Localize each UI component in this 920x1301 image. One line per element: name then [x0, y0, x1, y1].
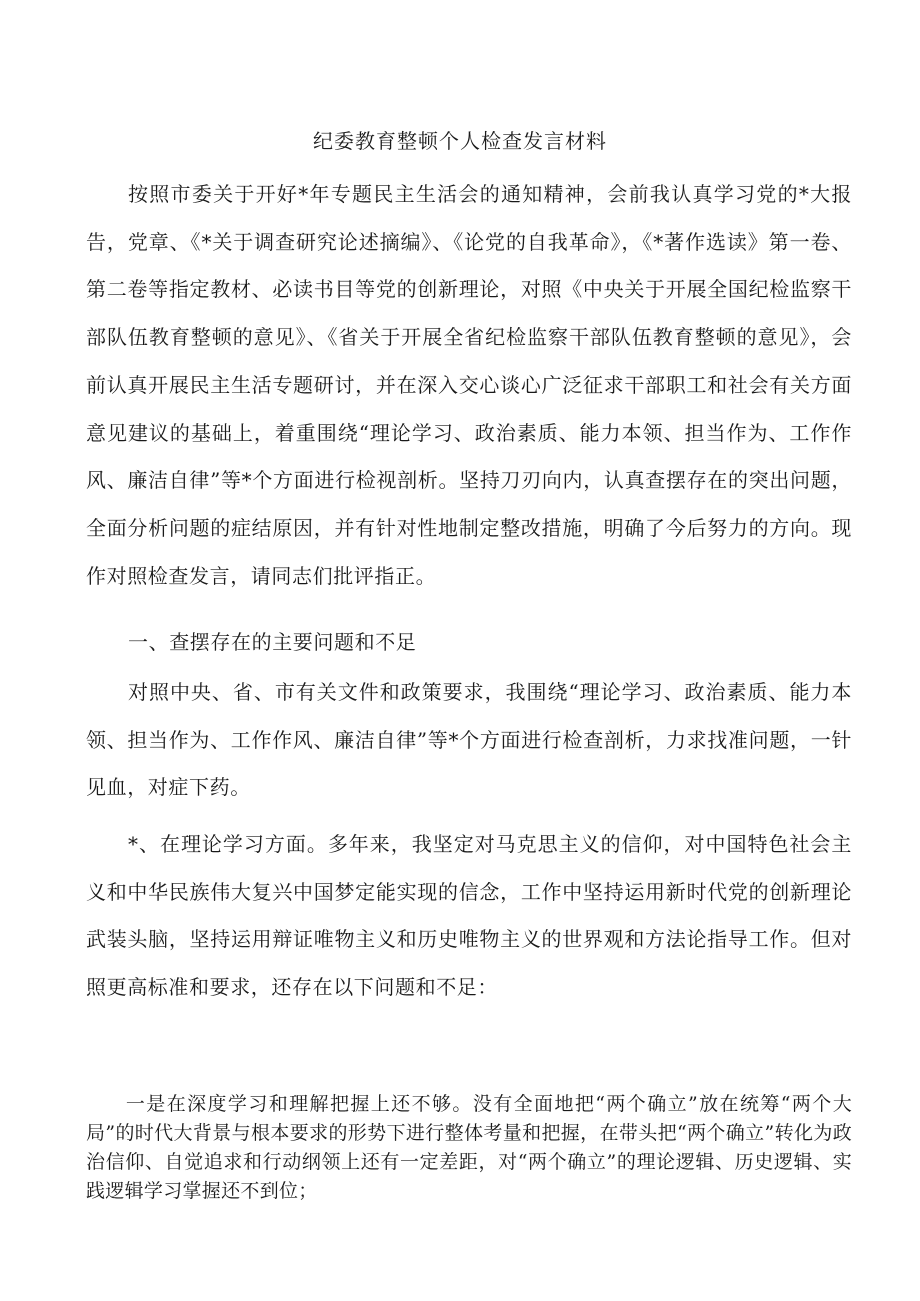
paragraph-theory-study: *、在理论学习方面。多年来，我坚定对马克思主义的信仰，对中国特色社会主义和中华民族伟大复兴中国梦定能实现的信念，工作中坚持运用新时代党的创新理论武装头脑，坚持运用辩证唯物主义和历史唯物主义的世界观和方法论指导工作。但对照更高标准和要求，还存在以下问题和不足：: [86, 832, 852, 1000]
document-title: 纪委教育整顿个人检查发言材料: [313, 129, 607, 153]
paragraph-overview: 对照中央、省、市有关文件和政策要求，我围绕“理论学习、政治素质、能力本领、担当作为、工作作风、廉洁自律”等*个方面进行检查剖析，力求找准问题，一针见血，对症下药。: [86, 680, 852, 800]
paragraph-issue-one: 一是在深度学习和理解把握上还不够。没有全面地把“两个确立”放在统筹“两个大局”的时代大背景与根本要求的形势下进行整体考量和把握，在带头把“两个确立”转化为政治信仰、自觉追求和行动纲领上还有一定差距，对“两个确立”的理论逻辑、历史逻辑、实践逻辑学习掌握还不到位；: [86, 1093, 852, 1202]
section-heading: 一、查摆存在的主要问题和不足: [128, 630, 417, 654]
paragraph-intro: 按照市委关于开好*年专题民主生活会的通知精神，会前我认真学习党的*大报告，党章、《*关于调查研究论述摘编》、《论党的自我革命》，《*著作选读》第一卷、第二卷等指定教材、必读书目等党的创新理论，对照《中央关于开展全国纪检监察干部队伍教育整顿的意见》、《省关于开展全省纪检监察干部队伍教育整顿的意见》，会前认真开展民主生活专题研讨，并在深入交心谈心广泛征求干部职工和社会有关方面意见建议的基础上，着重围绕“理论学习、政治素质、能力本领、担当作为、工作作风、廉洁自律”等*个方面进行检视剖析。坚持刀刃向内，认真查摆存在的突出问题，全面分析问题的症结原因，并有针对性地制定整改措施，明确了今后努力的方向。现作对照检查发言，请同志们批评指正。: [86, 182, 852, 588]
